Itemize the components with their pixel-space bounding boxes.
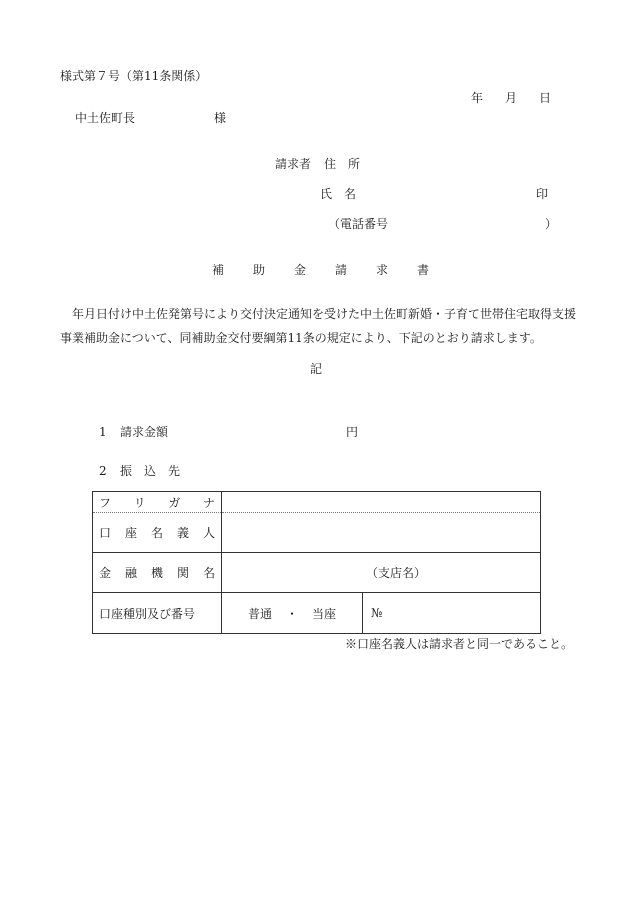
number-mark: № [371, 606, 383, 620]
title-char: 金 [294, 263, 307, 277]
institution-field[interactable] [222, 553, 541, 593]
account-type-field [222, 593, 541, 634]
label-char: 金 [99, 566, 112, 580]
label-char: 名 [202, 566, 215, 580]
label-char: ナ [202, 495, 215, 510]
item2-label: 振 込 先 [120, 464, 181, 478]
title-char: 請 [335, 263, 348, 277]
table-row [93, 593, 541, 634]
label-char: 義 [176, 526, 189, 540]
label-char: 関 [176, 566, 189, 580]
label-char: 口 [99, 526, 112, 540]
label-char: 人 [202, 526, 215, 540]
phone-label: （電話番号 [328, 217, 389, 231]
item2-number: 2 [99, 464, 107, 478]
date-year: 年 [471, 91, 484, 105]
title-char: 求 [376, 263, 389, 277]
label-char: リ [133, 495, 146, 510]
yen-unit: 円 [346, 425, 359, 439]
label-char: 名 [150, 526, 163, 540]
item1-label: 請求金額 [120, 425, 169, 439]
account-number-field[interactable] [363, 593, 382, 633]
branch-label: （支店名） [365, 566, 426, 580]
label-char: ガ [168, 495, 181, 510]
type-separator: ・ [285, 606, 298, 621]
label-char: フ [99, 495, 112, 510]
label-char: 機 [150, 566, 163, 580]
name-label: 氏 名 [320, 187, 357, 201]
footnote: ※口座名義人は請求者と同一であること。 [345, 637, 574, 651]
label-char: 座 [124, 526, 137, 540]
address-label: 住 所 [324, 157, 361, 171]
institution-label [93, 553, 222, 593]
account-holder-label [93, 513, 222, 553]
document-title [212, 263, 458, 277]
item1-number: 1 [99, 425, 107, 439]
title-char: 補 [212, 263, 225, 277]
type-toza[interactable]: 当座 [312, 606, 337, 621]
type-futsu[interactable]: 普通 [247, 606, 272, 621]
form-number: 様式第７号（第11条関係） [60, 69, 208, 83]
date-line [471, 91, 551, 105]
account-type-label [93, 593, 222, 634]
body-paragraph: 年月日付け中土佐発第号により交付決定通知を受けた中土佐町新婚・子育て世帯住宅取得支援事業補助金について、同補助金交付要綱第11条の規定により、下記のとおり請求します。 [60, 307, 577, 345]
account-holder-field[interactable] [222, 513, 541, 553]
bank-table [92, 491, 541, 634]
table-row [93, 513, 541, 553]
furigana-field[interactable] [222, 492, 541, 513]
furigana-label [93, 492, 222, 513]
account-type-text: 口座種別及び番号 [99, 606, 196, 621]
label-char: 融 [124, 566, 137, 580]
seal-mark: 印 [536, 187, 549, 201]
date-day: 日 [539, 91, 552, 105]
ki-heading: 記 [310, 362, 323, 376]
phone-close: ） [545, 217, 558, 231]
table-row [93, 492, 541, 513]
account-type-options[interactable] [222, 593, 363, 633]
table-row [93, 553, 541, 593]
title-char: 書 [417, 263, 430, 277]
addressee-name: 中土佐町長 [75, 111, 136, 125]
title-char: 助 [253, 263, 266, 277]
addressee-honorific: 様 [214, 111, 227, 125]
requester-label: 請求者 [275, 157, 312, 171]
date-month: 月 [505, 91, 518, 105]
